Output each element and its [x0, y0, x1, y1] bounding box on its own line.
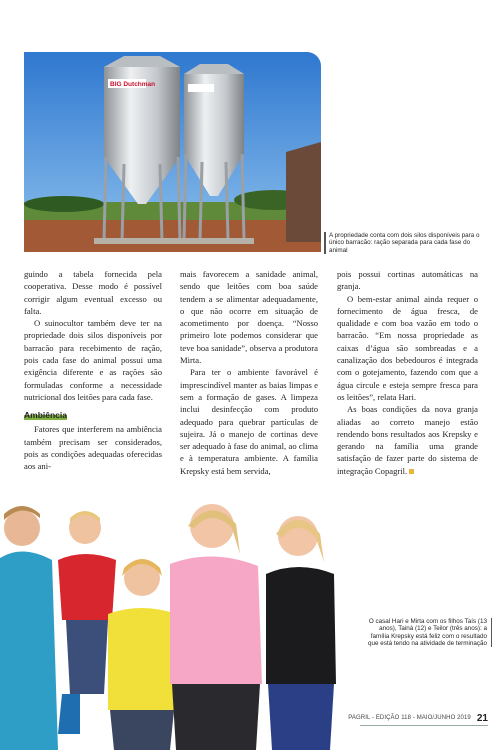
column-3-paragraph-3 [337, 403, 478, 477]
subhead-text: Ambiência [24, 410, 67, 421]
column-3-paragraph-1: pois possui cortinas automáticas na granja. [337, 269, 478, 292]
column-3-paragraph-3-text: As boas condições da nova granja aliadas ao correto manejo estão rendendo bons resultados aos Krepsky e gerando na família uma grande satisfação de fazer parte do sistema de integração Copagril. [337, 404, 478, 476]
column-1-paragraph-3: Fatores que interferem na ambiência também precisam ser considerados, pois as condições adequadas oferecidas aos ani- [24, 424, 162, 472]
family-photo [0, 498, 365, 750]
footer-divider [360, 725, 488, 726]
column-1-paragraph-1: guindo a tabela fornecida pela cooperativa. Desse modo é possível corrigir algum eventual excesso ou falta. [24, 269, 162, 316]
silos-photo-caption [329, 232, 487, 254]
caption-bar [324, 232, 326, 254]
footer-label: PAGRIL - EDIÇÃO 118 - MAIO/JUNHO 2019 [348, 715, 471, 721]
column-2-paragraph-2: Para ter o ambiente favorável é imprescindível manter as baias limpas e sem a formação de gases. A limpeza inclui desinfecção com produto adequado para quebrar partículas de sujeira. Já o manejo de cortinas deve ser adequado à fase do animal, ao clima e à temperatura ambiente. A família Krepsky está bem servida, [180, 367, 318, 476]
silos-photo [24, 52, 321, 252]
silos-illustration [24, 52, 321, 252]
column-3-paragraph-2: O bem-estar animal ainda requer o fornecimento de água fresca, de qualidade e com boa vazão em todo o barracão. “Em nossa propriedade as caixas d’água são sombreadas e a canalização dos bebedouros é integrada com o gotejamento, fazendo com que a água circule e esteja sempre fresca para os leitões”, relata Hari. [337, 293, 478, 402]
subhead-ambiencia [24, 410, 67, 421]
page-footer [343, 711, 488, 725]
silo-brand-label: BIG Dutchman [110, 81, 156, 88]
family-photo-caption [367, 618, 487, 647]
family-illustration [0, 498, 365, 750]
silos-caption-text: A propriedade conta com dois silos disponíveis para o único barracão: ração separada para cada fase do animal [329, 232, 480, 254]
article-column-3 [337, 268, 478, 477]
family-caption-text: O casal Hari e Mirta com os filhos Taís (13 anos), Tainá (12) e Teilor (três anos): a família Krepsky está feliz com o resultado que está tendo na atividade de terminação [367, 618, 487, 647]
caption-bar [491, 618, 493, 647]
column-1-paragraph-2: O suinocultor também deve ter na propriedade dois silos disponíveis por barracão para recebimento de ração, pois cada fase do animal possui uma exigência diferente e as rações são formuladas conforme a necessidade nutricional dos leitões para cada fase. [24, 318, 162, 402]
article-column-2 [180, 268, 318, 477]
column-2-paragraph-1: mais favorecem a sanidade animal, sendo que leitões com boa saúde tendem a se alimentar adequadamente, o que não ocorre em situação de acometimento por doença. “Nosso primeiro lote podemos considerar que teve boa sanidade”, observa a produtora Mirta. [180, 269, 318, 366]
page-number: 21 [476, 712, 488, 724]
article-column-1 [24, 268, 162, 472]
article-end-mark-icon [409, 469, 414, 474]
